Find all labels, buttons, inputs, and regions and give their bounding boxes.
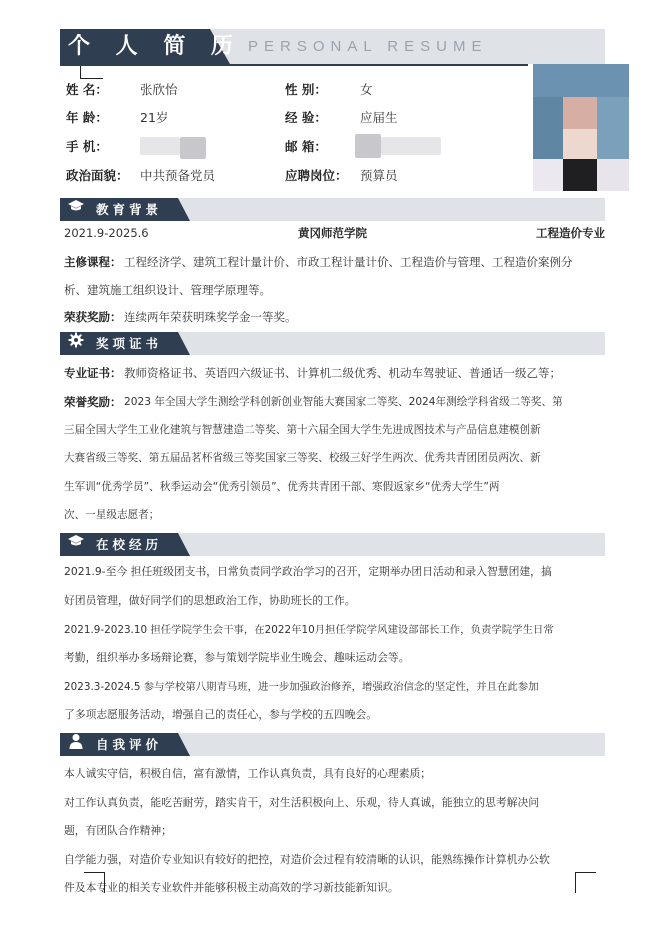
campus-title: 在校经历	[96, 537, 163, 552]
politics-value: 中共预备党员	[140, 168, 216, 183]
self-eval-text: 本人诚实守信，积极自信，富有激情，工作认真负责，具有良好的心理素质；	[64, 767, 432, 780]
campus-entry: 2023.3-2024.5 参与学校第八期青马班，进一步加强政治修养，增强政治信念的坚定性，并且在此参加	[64, 681, 539, 693]
corner-mark	[84, 872, 105, 893]
email-redacted	[355, 134, 381, 158]
profile-photo	[533, 64, 629, 191]
name-label: 姓 名：	[66, 82, 108, 97]
honor-text: 生军训“优秀学员”、秋季运动会“优秀引领员”、优秀共青团干部、寒假返家乡“优秀大学生”两	[64, 481, 500, 493]
experience-label: 经 验：	[285, 110, 327, 125]
self-title: 自我评价	[96, 737, 163, 752]
campus-entry: 了多项志愿服务活动，增强自己的责任心，参与学校的五四晚会。	[64, 708, 378, 721]
campus-entry: 2021.9-2023.10 担任学院学生会干事，在2022年10月担任学院学风建设部部长工作，负责学院学生日常	[64, 624, 554, 636]
resume-subtitle: PERSONAL RESUME	[248, 38, 488, 55]
campus-entry: 2021.9-至今 担任班级团支书，日常负责同学政治学习的召开，定期举办团日活动和录入智慧团建，搞	[64, 565, 552, 578]
cert-text: 教师资格证书、英语四六级证书、计算机二级优秀、机动车驾驶证、普通话一级乙等；	[124, 366, 561, 380]
name-value: 张欣怡	[140, 82, 178, 97]
politics-label: 政治面貌：	[66, 168, 129, 183]
resume-title: 个 人 简 历	[68, 33, 242, 59]
honor-text: 大赛省级三等奖、第五届品茗杯省级三等奖国家三等奖、校级三好学生两次、优秀共青团团员两次、新	[64, 452, 541, 464]
honor-text: 三届全国大学生工业化建筑与智慧建造二等奖、第十六届全国大学生先进成图技术与产品信息建模创新	[64, 424, 541, 436]
age-value: 21岁	[140, 110, 169, 125]
honor-label: 荣誉奖励：	[64, 395, 122, 409]
honor-text: 2023 年全国大学生测绘学科创新创业智能大赛国家二等奖、2024年测绘学科省级二等奖、第	[124, 396, 563, 408]
cert-label: 专业证书：	[64, 366, 122, 380]
phone-redacted	[180, 137, 206, 159]
education-dates: 2021.9-2025.6	[64, 226, 149, 240]
gender-label: 性 别：	[285, 82, 327, 97]
email-label: 邮 箱：	[285, 139, 327, 154]
major-name: 工程造价专业	[536, 226, 605, 240]
phone-redacted	[140, 137, 180, 155]
person-icon	[66, 733, 86, 756]
self-eval-text: 对工作认真负责，能吃苦耐劳，踏实肯干，对生活积极向上、乐观，待人真诚，能独立的思考解决问	[64, 796, 540, 809]
corner-mark	[575, 872, 596, 893]
award-label: 荣获奖励：	[64, 310, 122, 324]
phone-label: 手 机：	[66, 139, 108, 154]
campus-entry: 好团员管理，做好同学们的思想政治工作，协助班长的工作。	[64, 594, 356, 607]
job-label: 应聘岗位：	[285, 168, 348, 183]
award-text: 连续两年荣获明珠奖学金一等奖。	[124, 310, 297, 324]
courses-text: 析、建筑施工组织设计、管理学原理等。	[64, 283, 271, 297]
corner-mark	[80, 66, 103, 79]
graduation-cap-icon	[66, 198, 86, 221]
gear-icon	[66, 332, 86, 355]
courses-label: 主修课程：	[64, 255, 122, 269]
courses-text: 工程经济学、建筑工程计量计价、市政工程计量计价、工程造价与管理、工程造价案例分	[124, 255, 573, 269]
self-eval-text: 自学能力强，对造价专业知识有较好的把控，对造价会过程有较清晰的认识，能熟练操作计算机办公软	[64, 853, 550, 866]
graduation-cap-icon	[66, 533, 86, 556]
experience-value: 应届生	[360, 110, 398, 125]
school-name: 黄冈师范学院	[298, 226, 367, 240]
email-redacted	[381, 137, 441, 155]
self-eval-text: 件及本专业的相关专业软件并能够积极主动高效的学习新技能新知识。	[64, 881, 399, 894]
education-title: 教育背景	[96, 202, 163, 217]
age-label: 年 龄：	[66, 110, 108, 125]
campus-entry: 考勤，组织举办多场辩论赛，参与策划学院毕业生晚会、趣味运动会等。	[64, 651, 410, 664]
header-underline	[60, 64, 528, 66]
honor-text: 次、一星级志愿者；	[64, 509, 160, 521]
certs-title: 奖项证书	[96, 336, 163, 351]
job-value: 预算员	[360, 168, 398, 183]
self-eval-text: 题，有团队合作精神；	[64, 824, 172, 837]
gender-value: 女	[360, 82, 373, 97]
